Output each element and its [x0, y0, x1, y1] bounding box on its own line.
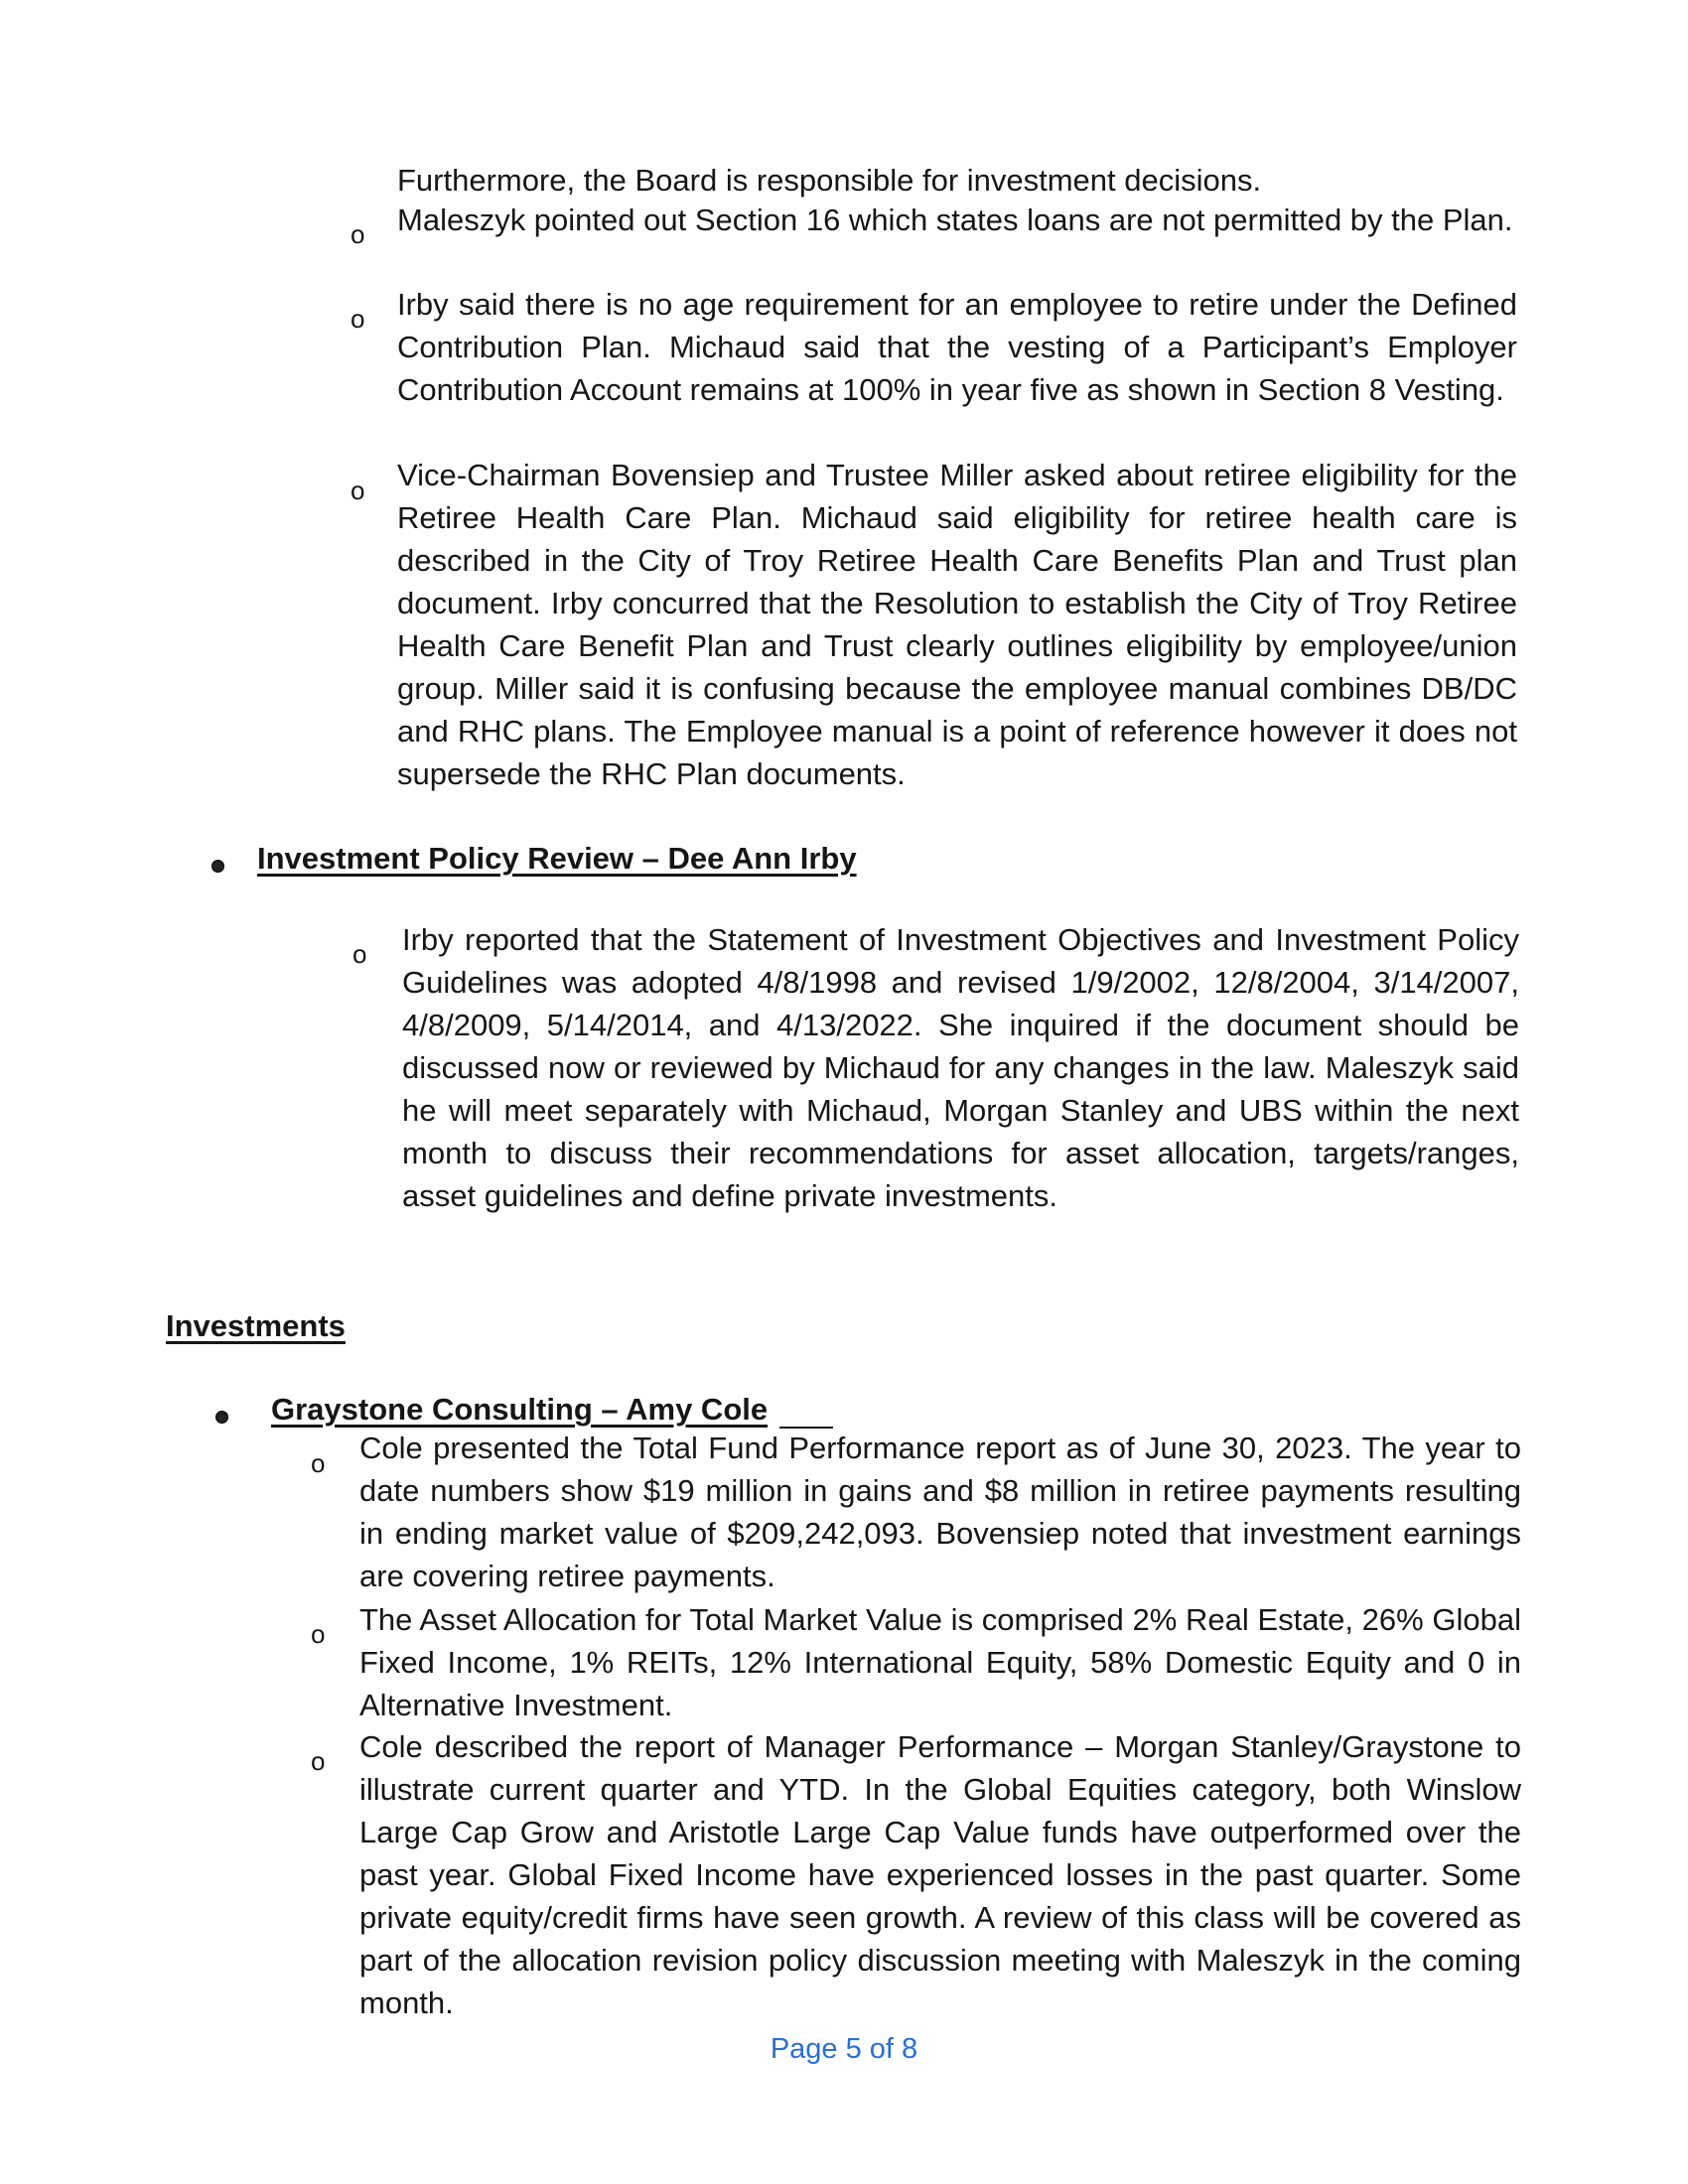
list-item: Cole presented the Total Fund Performance report as of June 30, 2023. The year to date numbers show $19 million in gains and $8 million in retiree payments resulting in ending market value of $209,242,093. Bovensiep noted that investment earnings are covering retiree payments.	[359, 1431, 1521, 1593]
bullet-marker: o	[351, 219, 365, 249]
bullet-marker: o	[352, 939, 367, 969]
list-item: Irby said there is no age requirement for an employee to retire under the Defined Contribution Plan. Michaud said that the vesting of a Participant’s Employer Contribution Account remains at 100% in year five as shown in Section 8 Vesting.	[397, 287, 1517, 407]
investment-policy-heading: Investment Policy Review – Dee Ann Irby	[257, 841, 857, 876]
bullet-dot-icon	[211, 860, 224, 873]
page-number: Page 5 of 8	[770, 2033, 918, 2065]
list-item: Maleszyk pointed out Section 16 which states loans are not permitted by the Plan.	[397, 203, 1513, 237]
list-item: The Asset Allocation for Total Market Value is comprised 2% Real Estate, 26% Global Fixed Income, 1% REITs, 12% International Equity, 58% Domestic Equity and 0 in Alternative Investment.	[359, 1602, 1521, 1722]
bullet-marker: o	[311, 1746, 326, 1776]
investments-section-heading: Investments	[166, 1308, 346, 1343]
bullet-marker: o	[311, 1619, 326, 1649]
continuation-text: Furthermore, the Board is responsible for investment decisions.	[397, 163, 1262, 198]
graystone-heading: Graystone Consulting – Amy Cole	[271, 1392, 769, 1427]
bullet-marker: o	[311, 1448, 326, 1478]
bullet-dot-icon	[215, 1411, 228, 1424]
bullet-marker: o	[351, 476, 365, 505]
list-item: Irby reported that the Statement of Investment Objectives and Investment Policy Guidelines was adopted 4/8/1998 and revised 1/9/2002, 12/8/2004, 3/14/2007, 4/8/2009, 5/14/2014, and 4/13/2022. She inquired if the document should be discussed now or reviewed by Michaud for any changes in the law. Maleszyk said he will meet separately with Michaud, Morgan Stanley and UBS within the next month to discuss their recommendations for asset allocation, targets/ranges, asset guidelines and define private investments.	[402, 922, 1519, 1213]
list-item: Cole described the report of Manager Performance – Morgan Stanley/Graystone to illustrate current quarter and YTD. In the Global Equities category, both Winslow Large Cap Grow and Aristotle Large Cap Value funds have outperformed over the past year. Global Fixed Income have experienced losses in the past quarter. Some private equity/credit firms have seen growth. A review of this class will be covered as part of the allocation revision policy discussion meeting with Maleszyk in the coming month.	[359, 1729, 1521, 2020]
list-item: Vice-Chairman Bovensiep and Trustee Miller asked about retiree eligibility for the Retiree Health Care Plan. Michaud said eligibility for retiree health care is described in the City of Troy Retiree Health Care Benefits Plan and Trust plan document. Irby concurred that the Resolution to establish the City of Troy Retiree Health Care Benefit Plan and Trust clearly outlines eligibility by employee/union group. Miller said it is confusing because the employee manual combines DB/DC and RHC plans. The Employee manual is a point of reference however it does not supersede the RHC Plan documents.	[397, 458, 1517, 791]
bullet-marker: o	[351, 304, 365, 334]
